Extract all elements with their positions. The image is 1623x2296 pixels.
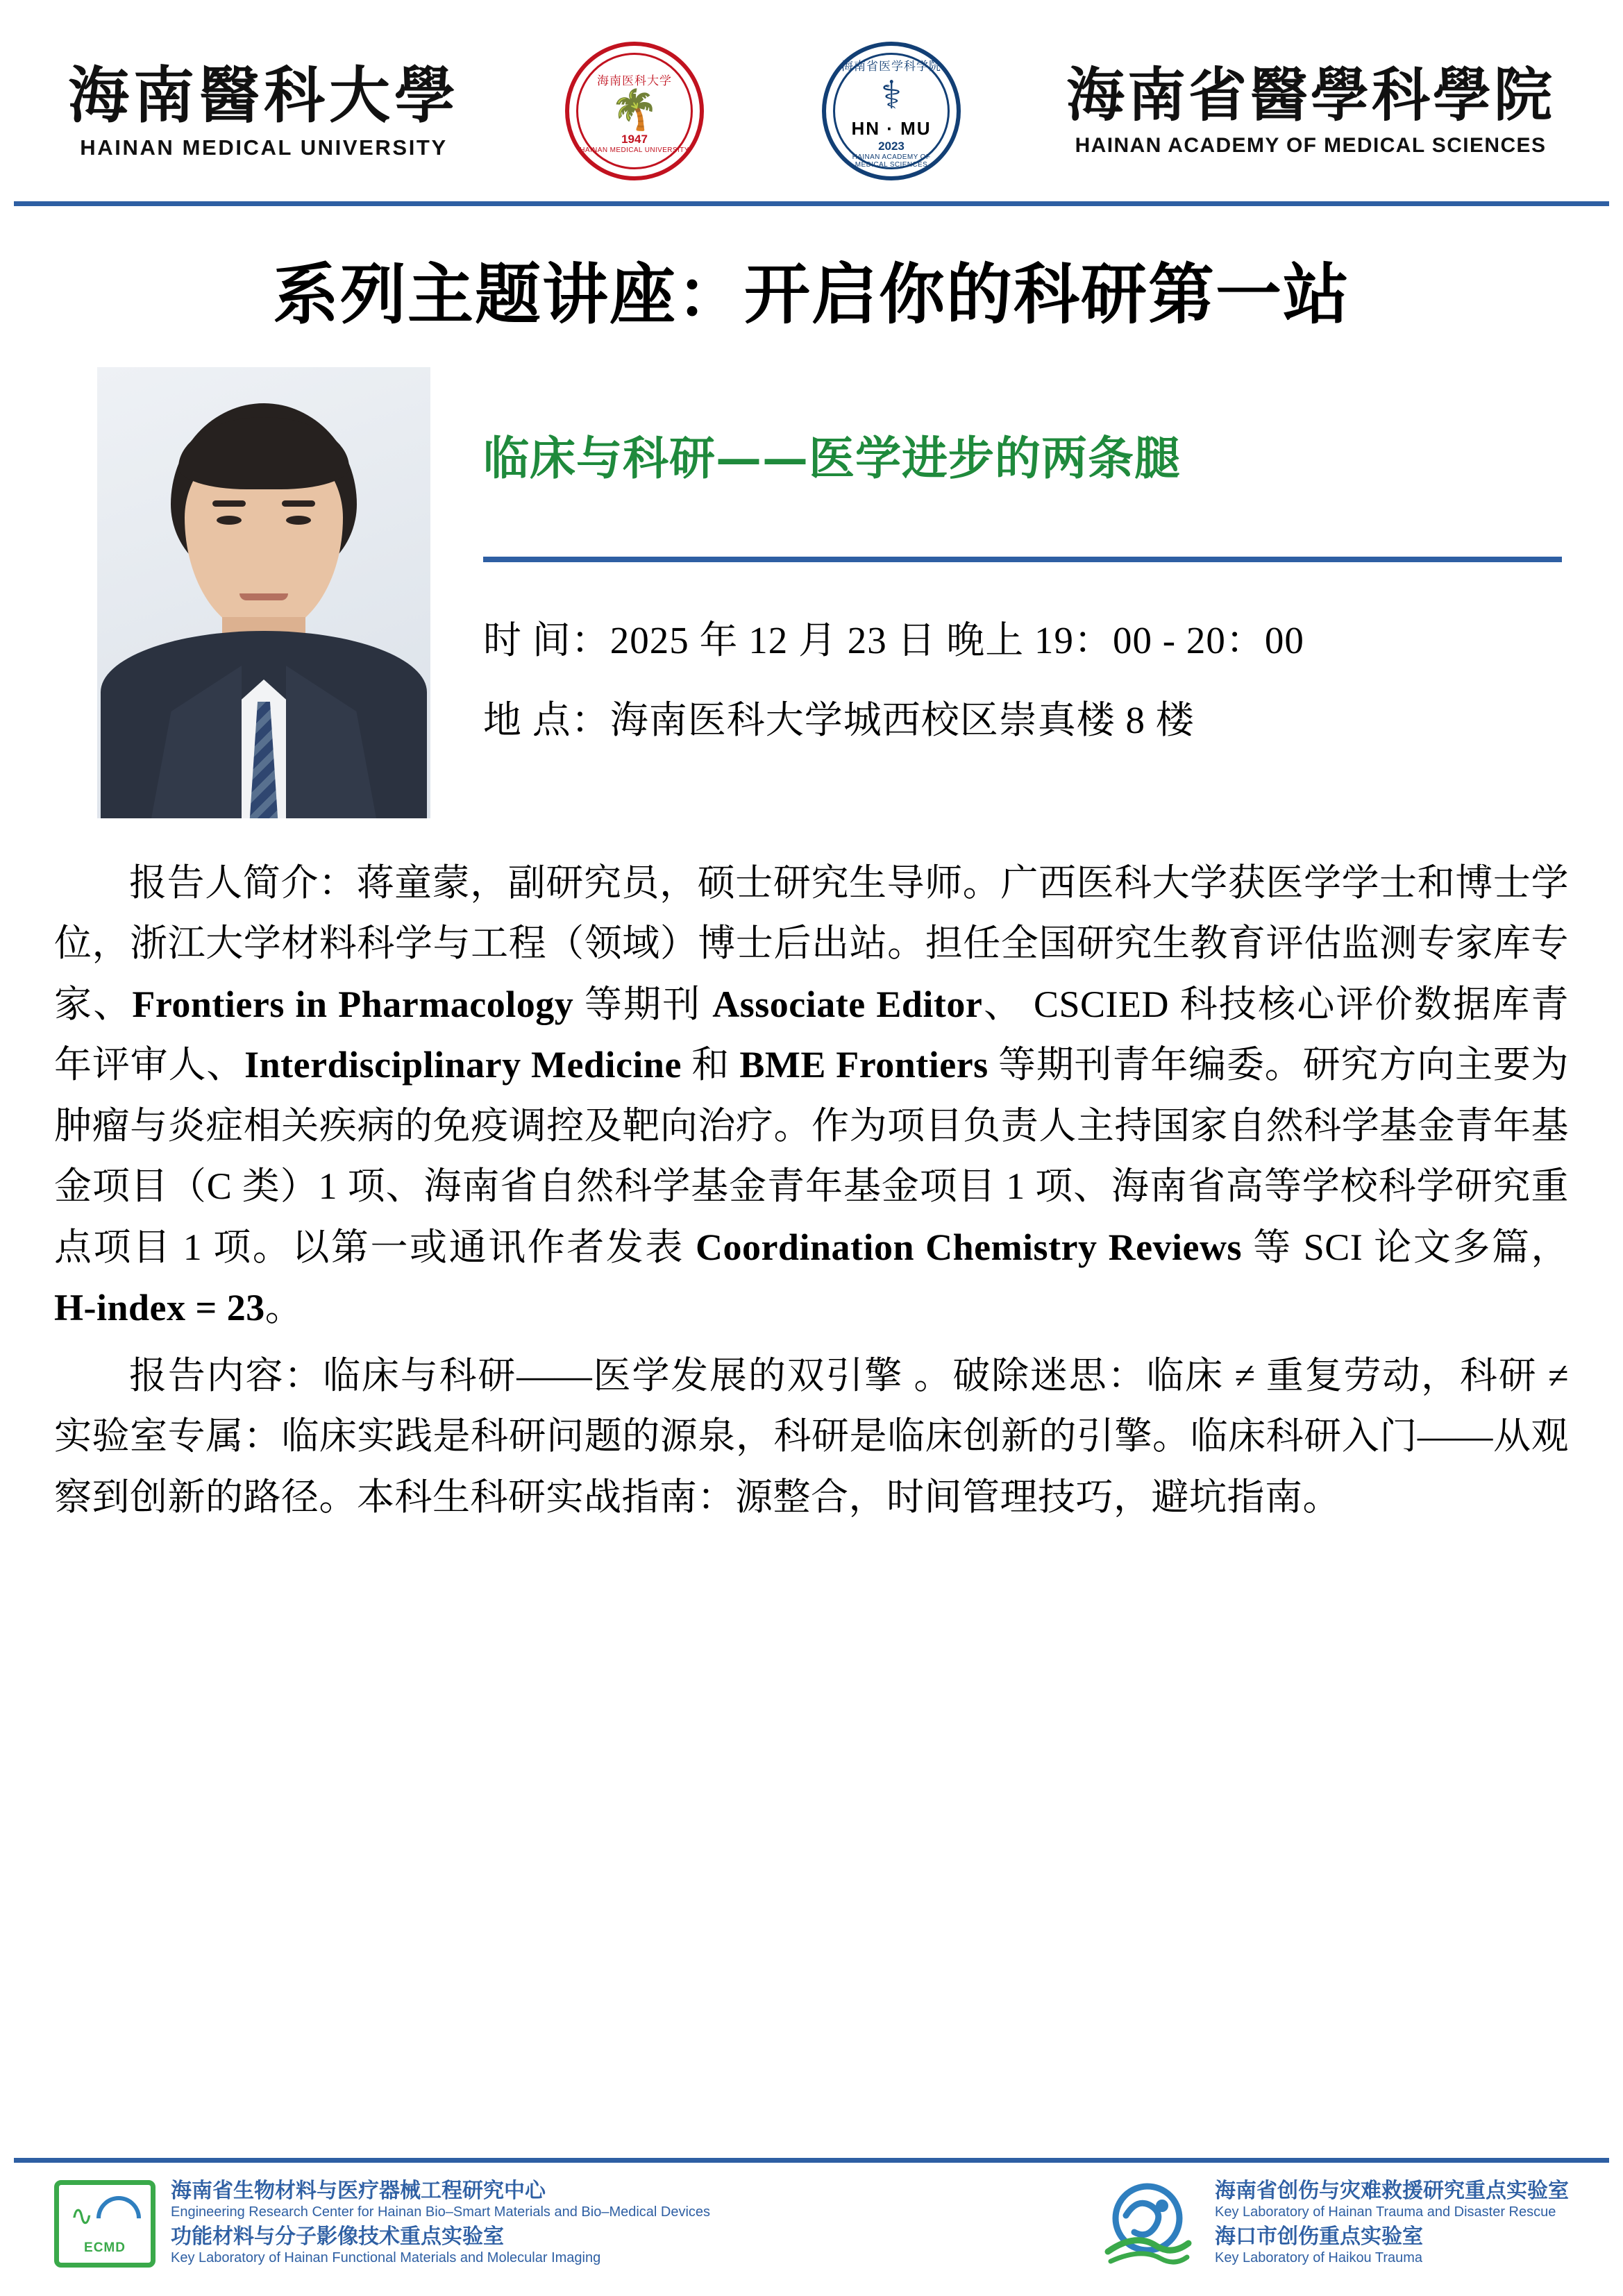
footer-right-line1-cn: 海南省创伤与灾难救援研究重点实验室: [1215, 2179, 1569, 2204]
page-title: 系列主题讲座：开启你的科研第一站: [272, 257, 1350, 333]
bio-text-1: 报告人简介：蒋童蒙，副研究员，硕士研究生导师。广西医科大学获医学学士和博士学位，浙江大学材料科学与工程（领域）博士后出站。担任全国研究生教育评估监测专家库专家、: [54, 862, 1569, 1025]
palm-tree-icon: 🌴: [610, 88, 659, 132]
subtitle-divider: [483, 557, 1562, 562]
footer-left-line2-en: Key Laboratory of Hainan Functional Materials and Molecular Imaging: [171, 2250, 601, 2266]
bio-text-2: 等期刊: [573, 983, 713, 1025]
university-seal-text-cn: 海南医科大学: [597, 74, 672, 88]
bio-journal-4: BME Frontiers: [739, 1044, 989, 1086]
university-seal-icon: [565, 42, 704, 180]
university-seal-year: 1947: [621, 132, 648, 146]
header-divider: [14, 201, 1609, 206]
academy-seal-abbr: HN · MU: [851, 117, 932, 139]
bio-journal-2: Associate Editor: [712, 983, 983, 1025]
footer-right-text: [1215, 2178, 1569, 2270]
speaker-portrait: [97, 367, 430, 818]
academy-seal-year: 2023: [878, 139, 905, 153]
trauma-lab-logo-icon: [1095, 2179, 1200, 2268]
footer-right: [1095, 2178, 1569, 2270]
bio-text-5: 等期刊青年编委。研究方向主要为肿瘤与炎症相关疾病的免疫调控及靶向治疗。作为项目负责人主持国家自然科学基金青年基金项目（C 类）1 项、海南省自然科学基金青年基金项目 1 项、海南省高等学校科学研究重点项目 1 项。以第一或通讯作者发表: [54, 1044, 1570, 1268]
university-name-cn: 海南醫科大學: [68, 58, 460, 131]
poster-body: [54, 853, 1569, 1528]
academy-name-cn: 海南省醫學科學院: [1066, 60, 1555, 129]
footer-left: [54, 2178, 710, 2270]
lecture-time: 时 间：2025 年 12 月 23 日 晚上 19：00 - 20：00: [483, 619, 1304, 661]
university-wordmark: [68, 58, 460, 160]
university-name-en: HAINAN MEDICAL UNIVERSITY: [80, 135, 448, 160]
footer-divider: [14, 2158, 1609, 2163]
lecture-subtitle: 临床与科研——医学进步的两条腿: [483, 431, 1181, 485]
speaker-bio-paragraph: [54, 853, 1569, 1339]
lecture-details: [430, 367, 1569, 744]
university-seal-text-en: HAINAN MEDICAL UNIVERSITY: [580, 146, 689, 154]
bio-hindex: H-index = 23: [54, 1287, 265, 1329]
academy-name-en: HAINAN ACADEMY OF MEDICAL SCIENCES: [1075, 134, 1547, 157]
speaker-section: [54, 367, 1569, 818]
pulse-wave-icon: ∿: [70, 2200, 94, 2233]
academy-seal-text-en: HAINAN ACADEMY OF MEDICAL SCIENCES: [852, 153, 931, 169]
footer-left-line1-cn: 海南省生物材料与医疗器械工程研究中心: [171, 2179, 546, 2204]
ecmd-logo-icon: [54, 2180, 155, 2268]
footer-left-text: [171, 2178, 710, 2270]
bio-text-7: 。: [264, 1287, 303, 1329]
bio-text-6: 等 SCI 论文多篇，: [1242, 1226, 1569, 1268]
footer: [54, 2178, 1569, 2270]
bio-text-3: 、 CSCIED 科技核心评价数据库青年评审人、: [54, 983, 1570, 1086]
bio-text-4: 和: [681, 1044, 740, 1086]
header-logos: [54, 0, 1569, 201]
footer-left-line2-cn: 功能材料与分子影像技术重点实验室: [171, 2225, 504, 2249]
ecmd-logo-label: ECMD: [84, 2240, 126, 2256]
academy-wordmark: [1066, 60, 1555, 157]
footer-left-line1-en: Engineering Research Center for Hainan Bio–Smart Materials and Bio–Medical Devices: [171, 2204, 711, 2220]
academy-seal-text-cn: 海南省医学科学院: [841, 59, 941, 74]
footer-right-line1-en: Key Laboratory of Hainan Trauma and Disaster Rescue: [1215, 2204, 1556, 2220]
footer-right-line2-en: Key Laboratory of Haikou Trauma: [1215, 2250, 1423, 2266]
academy-seal-icon: [822, 42, 961, 180]
lecture-content-paragraph: 报告内容：临床与科研——医学发展的双引擎 。破除迷思：临床 ≠ 重复劳动，科研 ≠ 实验室专属：临床实践是科研问题的源泉，科研是临床创新的引擎。临床科研入门——从观察到创新的路径。本科生科研实战指南：源整合，时间管理技巧，避坑指南。: [54, 1354, 1569, 1518]
caduceus-icon: ⚕: [880, 74, 902, 117]
footer-right-line2-cn: 海口市创伤重点实验室: [1215, 2225, 1423, 2249]
bio-journal-3: Interdisciplinary Medicine: [244, 1044, 682, 1086]
lecture-place: 地 点：海南医科大学城西校区崇真楼 8 楼: [483, 699, 1195, 741]
bio-journal-5: Coordination Chemistry Reviews: [695, 1226, 1243, 1268]
bio-journal-1: Frontiers in Pharmacology: [132, 983, 574, 1025]
